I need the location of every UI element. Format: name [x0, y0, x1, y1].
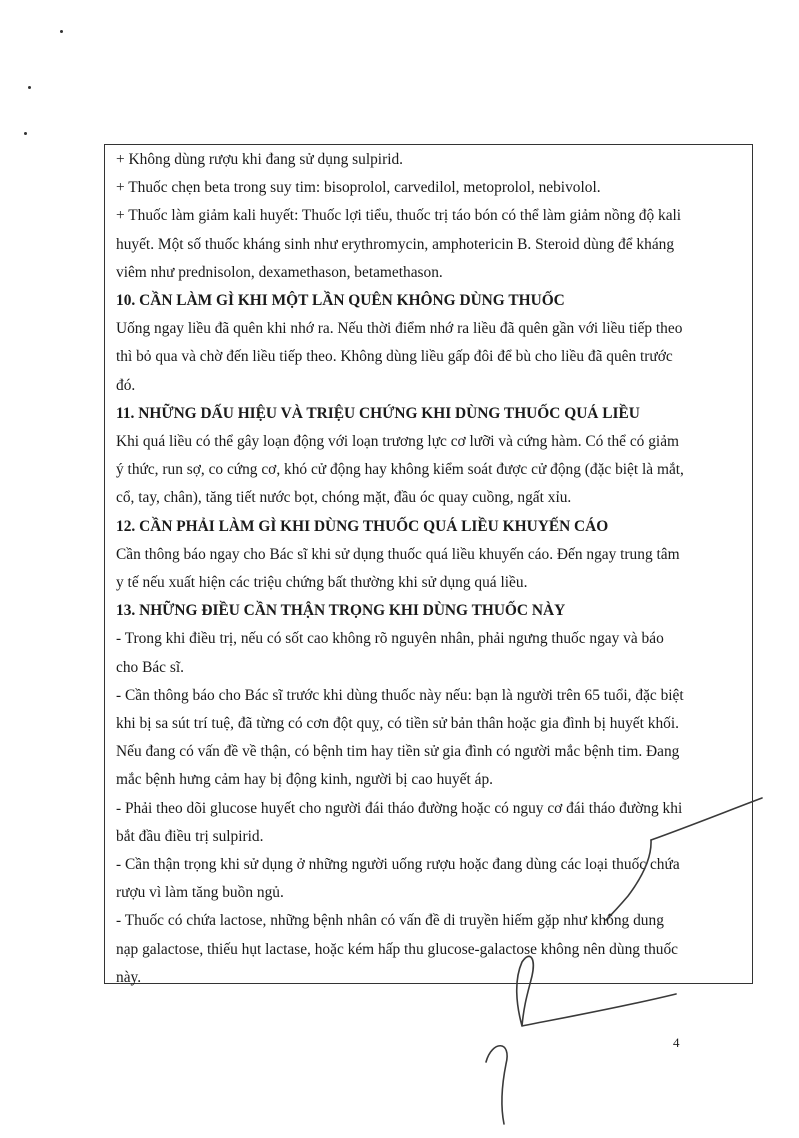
section-heading: 10. CẦN LÀM GÌ KHI MỘT LẦN QUÊN KHÔNG DÙNG THUỐC — [116, 292, 565, 310]
text-line: thì bỏ qua và chờ đến liều tiếp theo. Không dùng liều gấp đôi để bù cho liều đã quên trước — [116, 348, 673, 366]
text-line: + Thuốc làm giảm kali huyết: Thuốc lợi tiểu, thuốc trị táo bón có thể làm giảm nồng độ kali — [116, 207, 682, 225]
document-body — [116, 146, 746, 992]
text-line: - Phải theo dõi glucose huyết cho người đái tháo đường hoặc có nguy cơ đái tháo đường khi — [116, 799, 683, 817]
text-line: Uống ngay liều đã quên khi nhớ ra. Nếu thời điểm nhớ ra liều đã quên gần với liều tiếp theo — [116, 320, 683, 338]
text-line: rượu vì làm tăng buồn ngủ. — [116, 884, 284, 902]
section-heading: 11. NHỮNG DẤU HIỆU VÀ TRIỆU CHỨNG KHI DÙNG THUỐC QUÁ LIỀU — [116, 404, 640, 422]
text-line: khi bị sa sút trí tuệ, đã từng có cơn đột quỵ, có tiền sử bản thân hoặc gia đình bị huyết khối. — [116, 715, 679, 733]
text-line: ý thức, run sợ, co cứng cơ, khó cử động hay không kiểm soát được cử động (đặc biệt là mắt, — [116, 461, 684, 479]
signature-stroke — [486, 1046, 507, 1124]
text-line: nạp galactose, thiếu hụt lactase, hoặc kém hấp thu glucose-galactose không nên dùng thuốc — [116, 940, 679, 958]
text-line: Nếu đang có vấn đề về thận, có bệnh tim hay tiền sử gia đình có người mắc bệnh tim. Đang — [116, 743, 680, 761]
text-line: mắc bệnh hưng cảm hay bị động kinh, người bị cao huyết áp. — [116, 771, 494, 789]
text-line: cổ, tay, chân), tăng tiết nước bọt, chóng mặt, đầu óc quay cuồng, ngất xỉu. — [116, 489, 572, 507]
section-heading: 12. CẦN PHẢI LÀM GÌ KHI DÙNG THUỐC QUÁ LIỀU KHUYẾN CÁO — [116, 517, 609, 535]
section-heading: 13. NHỮNG ĐIỀU CẦN THẬN TRỌNG KHI DÙNG THUỐC NÀY — [116, 602, 566, 620]
text-line: - Cần thông báo cho Bác sĩ trước khi dùng thuốc này nếu: bạn là người trên 65 tuổi, đặc biệt — [116, 686, 684, 704]
scan-speck — [24, 132, 27, 135]
text-line: + Không dùng rượu khi đang sử dụng sulpirid. — [116, 151, 404, 168]
text-line: huyết. Một số thuốc kháng sinh như erythromycin, amphotericin B. Steroid dùng để kháng — [116, 235, 675, 253]
page-number: 4 — [673, 1035, 680, 1050]
text-line: - Thuốc có chứa lactose, những bệnh nhân có vấn đề di truyền hiếm gặp như không dung — [116, 912, 664, 930]
text-line: + Thuốc chẹn beta trong suy tim: bisoprolol, carvedilol, metoprolol, nebivolol. — [116, 179, 601, 197]
text-line: đó. — [116, 376, 136, 394]
scan-speck — [60, 30, 63, 33]
text-line: Khi quá liều có thể gây loạn động với loạn trương lực cơ lưỡi và cứng hàm. Có thể có giảm — [116, 433, 679, 451]
scan-speck — [28, 86, 31, 89]
text-line: cho Bác sĩ. — [116, 658, 184, 676]
text-line: - Trong khi điều trị, nếu có sốt cao không rõ nguyên nhân, phải ngưng thuốc ngay và báo — [116, 630, 664, 648]
text-line: - Cần thận trọng khi sử dụng ở những người uống rượu hoặc đang dùng các loại thuốc chứa — [116, 856, 680, 874]
text-line: viêm như prednisolon, dexamethason, betamethason. — [116, 263, 443, 281]
text-line: bắt đầu điều trị sulpirid. — [116, 827, 264, 845]
text-line: này. — [116, 968, 142, 986]
text-line: y tế nếu xuất hiện các triệu chứng bất thường khi sử dụng quá liều. — [116, 574, 528, 592]
text-line: Cần thông báo ngay cho Bác sĩ khi sử dụng thuốc quá liều khuyến cáo. Đến ngay trung tâm — [116, 545, 680, 563]
